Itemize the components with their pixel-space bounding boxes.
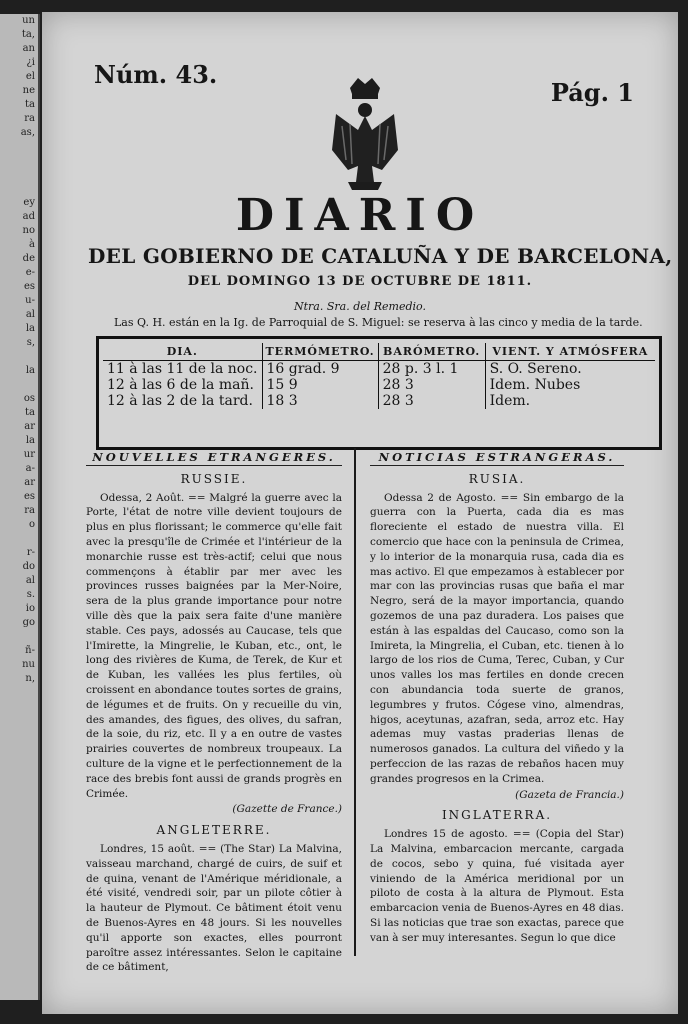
prev-page-fragment: de bbox=[22, 253, 35, 264]
weather-table bbox=[96, 336, 662, 450]
prev-page-fragment: n, bbox=[25, 673, 35, 684]
weather-cell: 11 à las 11 de la noc. bbox=[103, 361, 262, 378]
spanish-signoff: (Gazeta de Francia.) bbox=[515, 788, 624, 801]
prev-page-fragment: s, bbox=[26, 337, 35, 348]
prev-page-fragment: ar bbox=[24, 421, 35, 432]
french-country-russia: RUSSIE. bbox=[180, 471, 248, 486]
prev-page-fragment: o bbox=[28, 519, 35, 530]
prev-page-fragment: ey bbox=[23, 197, 35, 208]
weather-header-row bbox=[103, 343, 655, 361]
prev-page-fragment: ad bbox=[22, 211, 35, 222]
prev-page-fragment bbox=[0, 532, 38, 546]
weather-cell: 12 à las 2 de la tard. bbox=[103, 393, 262, 409]
prev-page-fragment: à bbox=[29, 239, 35, 250]
french-section-heading: NOUVELLES ETRANGERES. bbox=[86, 450, 342, 466]
prev-page-fragment: do bbox=[22, 561, 35, 572]
article-text: Odessa 2 de Agosto. == Sin embargo de la guerra con la Puerta, cada dia es mas floreciente el estado de nuestra villa. El comercio que hace con la peninsula de Crimea, y lo interior de la monarquia rusa, cada dia es mas activo. El que empezamos à establecer por mar con las provincias rusas que baña el mar Negro, será de la mayor importancia, quando gozemos de una paz duradera. Los paises que están à las espaldas del Caucaso, como son la Imireta, la Mingrelia, el Cuban, etc. tienen à lo largo de los rios de Cuma, Terec, Cuban, y Cur unos valles los mas fertiles en donde crecen con abundancia toda suerte de granos, legumbres y frutos. Cógese vino, almendras, higos, aceytunas, azafran, seda, arroz etc. Hay ademas muy vastas praderias llenas de numerosos ganados. La cultura del viñedo y la perfeccion de las razas de rebaños hacen muy grandes progresos en la Crimea. bbox=[370, 491, 624, 785]
prev-page-fragment: ñ- bbox=[25, 645, 35, 656]
prev-page-fragment: u- bbox=[25, 295, 35, 306]
prev-page-fragment: un bbox=[22, 15, 35, 26]
article-text: Londres, 15 août. == (The Star) La Malvina, vaisseau marchand, chargé de cuirs, de suif et de quina, venant de l'Amérique méridionale, a été visité, vendredi soir, par un pilote côtier à la hauteur de Plymout. Ce bâtiment étoit venu de Buenos-Ayres en 48 jours. Si les nouvelles qu'il apporte son exactes, elles pourront paroître assez intéressantes. Selon le capitaine de ce bâtiment, bbox=[86, 842, 342, 974]
weather-header-barometer: BARÓMETRO. bbox=[378, 343, 485, 361]
weather-cell: 16 grad. 9 bbox=[262, 361, 378, 378]
prev-page-fragment: ta bbox=[25, 99, 35, 110]
masthead-title: DIARIO bbox=[235, 190, 485, 241]
page-number: Pág. 1 bbox=[550, 78, 634, 107]
article-text: Londres 15 de agosto. == (Copia del Star) La Malvina, embarcacion mercante, cargada de cocos, sebo y quina, fué visitada ayer viniendo de la América meridional por un piloto de costa à la altura de Plymout. Esta embarcacion venia de Buenos-Ayres en 48 dias. Si las noticias que trae son exactas, parece que van à ser muy interesantes. Segun lo que dice bbox=[370, 828, 624, 944]
prev-page-fragment: al bbox=[25, 309, 35, 320]
prev-page-fragment: ra bbox=[24, 113, 35, 124]
weather-row bbox=[103, 361, 655, 378]
dateline: DEL DOMINGO 13 DE OCTUBRE DE 1811. bbox=[187, 274, 533, 289]
french-article-england bbox=[86, 842, 342, 975]
prev-page-fragment bbox=[0, 140, 38, 154]
saint-of-day: Ntra. Sra. del Remedio. bbox=[294, 300, 426, 313]
prev-page-fragment: la bbox=[25, 435, 35, 446]
prev-page-fragment bbox=[0, 686, 38, 700]
french-article-russia bbox=[86, 491, 342, 802]
weather-header-thermometer: TERMÓMETRO. bbox=[262, 343, 378, 361]
article-text: Odessa, 2 Août. == Malgré la guerre avec la Porte, l'état de notre ville devient toujours de plus en plus florissant; le commerce qu'elle fait avec la presqu'île de Crimée et l'intérieur de la monarchie russe est très-actif; celui que nous commençons à établir par mer avec les provinces russes baignées par la Mer-Noire, sera de la plus grande importance pour notre ville dès que la paix sera faite d'une manière stable. Ces pays, adossés au Caucase, tels que l'Imirette, la Mingrelie, le Kuban, etc., ont, le long des rivières de Kuma, de Terek, de Kur et de Kuban, les vallées les plus fertiles, où croissent en abondance toutes sortes de grains, de légumes et de fruits. On y recueille du vin, des amandes, des figues, des olives, du safran, de la soie, du riz, etc. Il y a en outre de vastes prairies couvertes de nombreux troupeaux. La culture de la vigne et le perfectionnement de la race des brebis font aussi de grands progrès en Crimée. bbox=[86, 491, 342, 800]
prev-page-fragment: as, bbox=[20, 127, 35, 138]
prev-page-fragment bbox=[0, 700, 38, 714]
spanish-country-england: INGLATERRA. bbox=[441, 808, 553, 823]
prev-page-fragment: nu bbox=[22, 659, 35, 670]
prev-page-fragment: ra bbox=[24, 505, 35, 516]
prev-page-fragment: ¿i bbox=[26, 57, 35, 68]
prev-page-fragment bbox=[0, 154, 38, 168]
prev-page-fragment: a- bbox=[25, 463, 35, 474]
eagle-crest-icon bbox=[328, 74, 402, 198]
spanish-column bbox=[370, 450, 624, 946]
weather-row bbox=[103, 377, 655, 393]
prev-page-fragment: ar bbox=[24, 477, 35, 488]
spanish-section-heading: NOTICIAS ESTRANGERAS. bbox=[370, 450, 624, 466]
prev-page-fragment bbox=[0, 182, 38, 196]
prev-page-fragment: ur bbox=[23, 449, 35, 460]
prev-page-fragment: r- bbox=[26, 547, 35, 558]
prev-page-fragment: ta, bbox=[21, 29, 35, 40]
prev-page-fragment: go bbox=[22, 617, 35, 628]
weather-cell: 18 3 bbox=[262, 393, 378, 409]
prev-page-fragment: an bbox=[22, 43, 35, 54]
french-signoff: (Gazette de France.) bbox=[232, 803, 342, 816]
weather-header-day: DIA. bbox=[103, 343, 262, 361]
weather-cell: 28 3 bbox=[378, 393, 485, 409]
weather-cell: S. O. Sereno. bbox=[489, 361, 582, 377]
previous-page-edge bbox=[0, 14, 40, 1000]
spanish-article-russia bbox=[370, 491, 624, 787]
prev-page-fragment: el bbox=[25, 71, 35, 82]
prev-page-fragment: ne bbox=[22, 85, 35, 96]
weather-cell: 28 p. 3 l. 1 bbox=[378, 361, 485, 378]
issue-number: Núm. 43. bbox=[94, 60, 218, 89]
spanish-country-russia: RUSIA. bbox=[468, 471, 526, 486]
newspaper-page bbox=[42, 12, 678, 1014]
prev-page-fragment: e- bbox=[25, 267, 35, 278]
prev-page-fragment bbox=[0, 168, 38, 182]
weather-cell: Idem. bbox=[489, 393, 531, 409]
french-column bbox=[86, 450, 342, 975]
prev-page-fragment bbox=[0, 350, 38, 364]
prev-page-fragment bbox=[0, 630, 38, 644]
prev-page-fragment bbox=[0, 378, 38, 392]
prev-page-fragment: es bbox=[23, 491, 35, 502]
prev-page-fragment: ta bbox=[25, 407, 35, 418]
prev-page-fragment: al bbox=[25, 575, 35, 586]
column-divider bbox=[354, 448, 356, 956]
prev-page-fragment: no bbox=[22, 225, 35, 236]
prev-page-fragment: io bbox=[25, 603, 35, 614]
masthead-subtitle: DEL GOBIERNO DE CATALUÑA Y DE BARCELONA, bbox=[88, 244, 673, 268]
prev-page-fragment: es bbox=[23, 281, 35, 292]
weather-row bbox=[103, 393, 655, 409]
prev-page-fragment: s. bbox=[26, 589, 35, 600]
quarant-ore-notice: Las Q. H. están en la Ig. de Parroquial de S. Miguel: se reserva à las cinco y media de la tarde. bbox=[114, 316, 643, 329]
french-country-england: ANGLETERRE. bbox=[156, 823, 272, 838]
prev-page-fragment: os bbox=[23, 393, 35, 404]
weather-cell: Idem. Nubes bbox=[489, 377, 581, 393]
weather-cell: 28 3 bbox=[378, 377, 485, 393]
prev-page-fragment: la bbox=[25, 365, 35, 376]
prev-page-fragment: la bbox=[25, 323, 35, 334]
weather-cell: 12 à las 6 de la mañ. bbox=[103, 377, 262, 393]
spanish-article-england bbox=[370, 827, 624, 945]
weather-header-wind: VIENT. Y ATMÓSFERA bbox=[485, 343, 655, 361]
weather-cell: 15 9 bbox=[262, 377, 378, 393]
